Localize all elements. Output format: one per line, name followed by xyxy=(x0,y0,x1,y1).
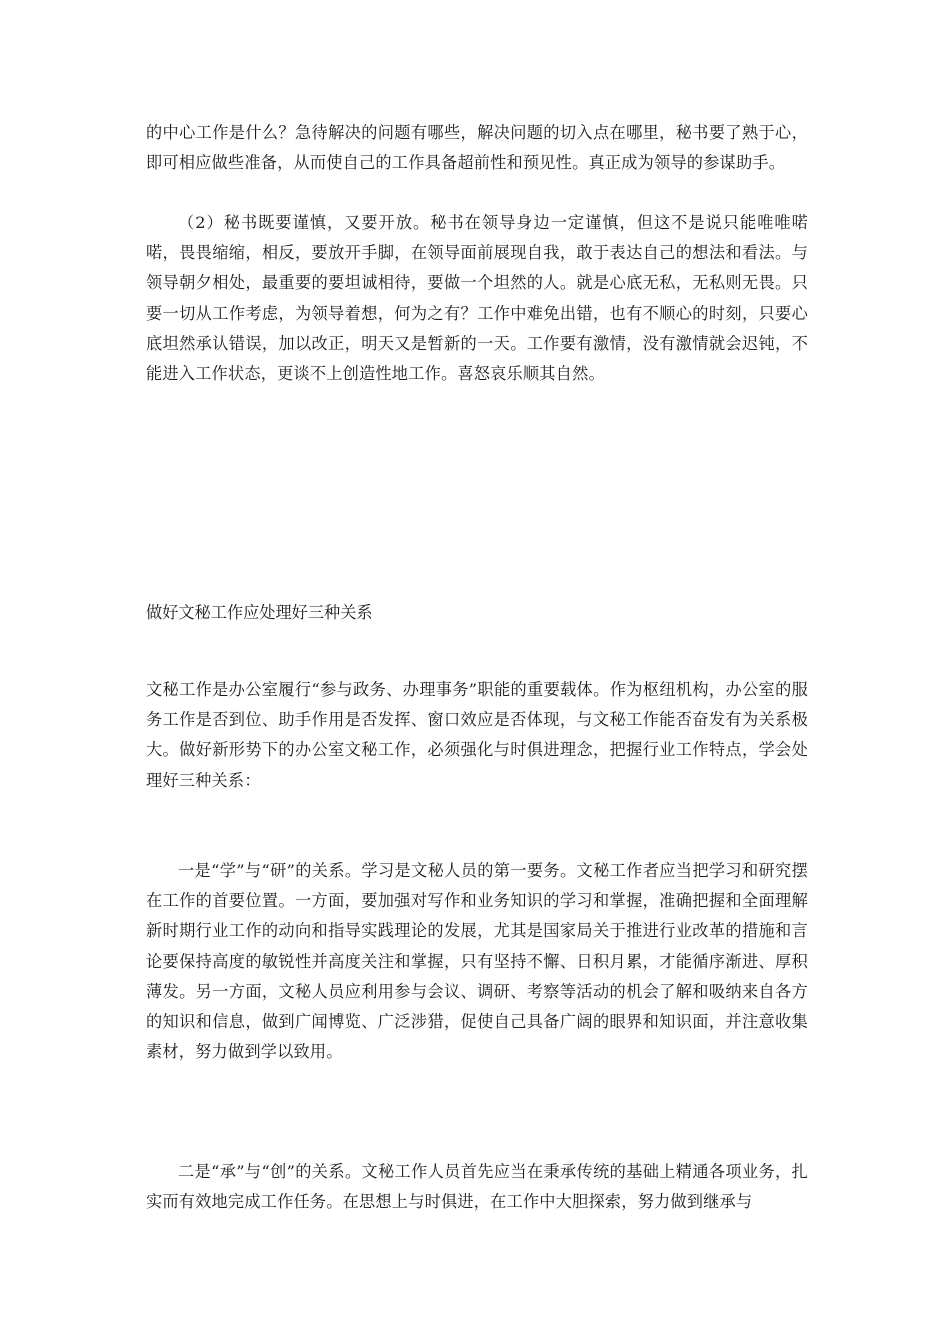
paragraph-study-research: 一是“学”与“研”的关系。学习是文秘人员的第一要务。文秘工作者应当把学习和研究摆在工作的首要位置。一方面，要加强对写作和业务知识的学习和掌握，准确把握和全面理解新时期行业工作的动向和指导实践理论的发展，尤其是国家局关于推进行业改革的措施和言论要保持高度的敏锐性并高度关注和掌握，只有坚持不懈、日积月累，才能循序渐进、厚积薄发。另一方面，文秘人员应利用参与会议、调研、考察等活动的机会了解和吸纳来自各方的知识和信息，做到广闻博览、广泛涉猎，促使自己具备广阔的眼界和知识面，并注意收集素材，努力做到学以致用。 xyxy=(146,861,808,1062)
paragraph-secretary-openness: （2）秘书既要谨慎，又要开放。秘书在领导身边一定谨慎，但这不是说只能唯唯喏喏，畏畏缩缩，相反，要放开手脚，在领导面前展现自我，敢于表达自己的想法和看法。与领导朝夕相处，最重要的要坦诚相待，要做一个坦然的人。就是心底无私，无私则无畏。只要一切从工作考虑，为领导着想，何为之有？工作中难免出错，也有不顺心的时刻，只要心底坦然承认错误，加以改正，明天又是暂新的一天。工作要有激情，没有激情就会迟钝，不能进入工作状态，更谈不上创造性地工作。喜怒哀乐顺其自然。 xyxy=(146,213,808,384)
paragraph-inherit-innovate: 二是“承”与“创”的关系。文秘工作人员首先应当在秉承传统的基础上精通各项业务，扎实而有效地完成工作任务。在思想上与时俱进，在工作中大胆探索，努力做到继承与 xyxy=(146,1162,808,1212)
paragraph-continuation: 的中心工作是什么？急待解决的问题有哪些，解决问题的切入点在哪里，秘书要了熟于心，即可相应做些准备，从而使自己的工作具备超前性和预见性。真正成为领导的参谋助手。 xyxy=(146,123,808,173)
paragraph-intro: 文秘工作是办公室履行“参与政务、办理事务”职能的重要载体。作为枢纽机构，办公室的服务工作是否到位、助手作用是否发挥、窗口效应是否体现，与文秘工作能否奋发有为关系极大。做好新形势下的办公室文秘工作，必须强化与时俱进理念，把握行业工作特点，学会处理好三种关系： xyxy=(146,680,808,790)
section-heading: 做好文秘工作应处理好三种关系 xyxy=(146,603,373,622)
